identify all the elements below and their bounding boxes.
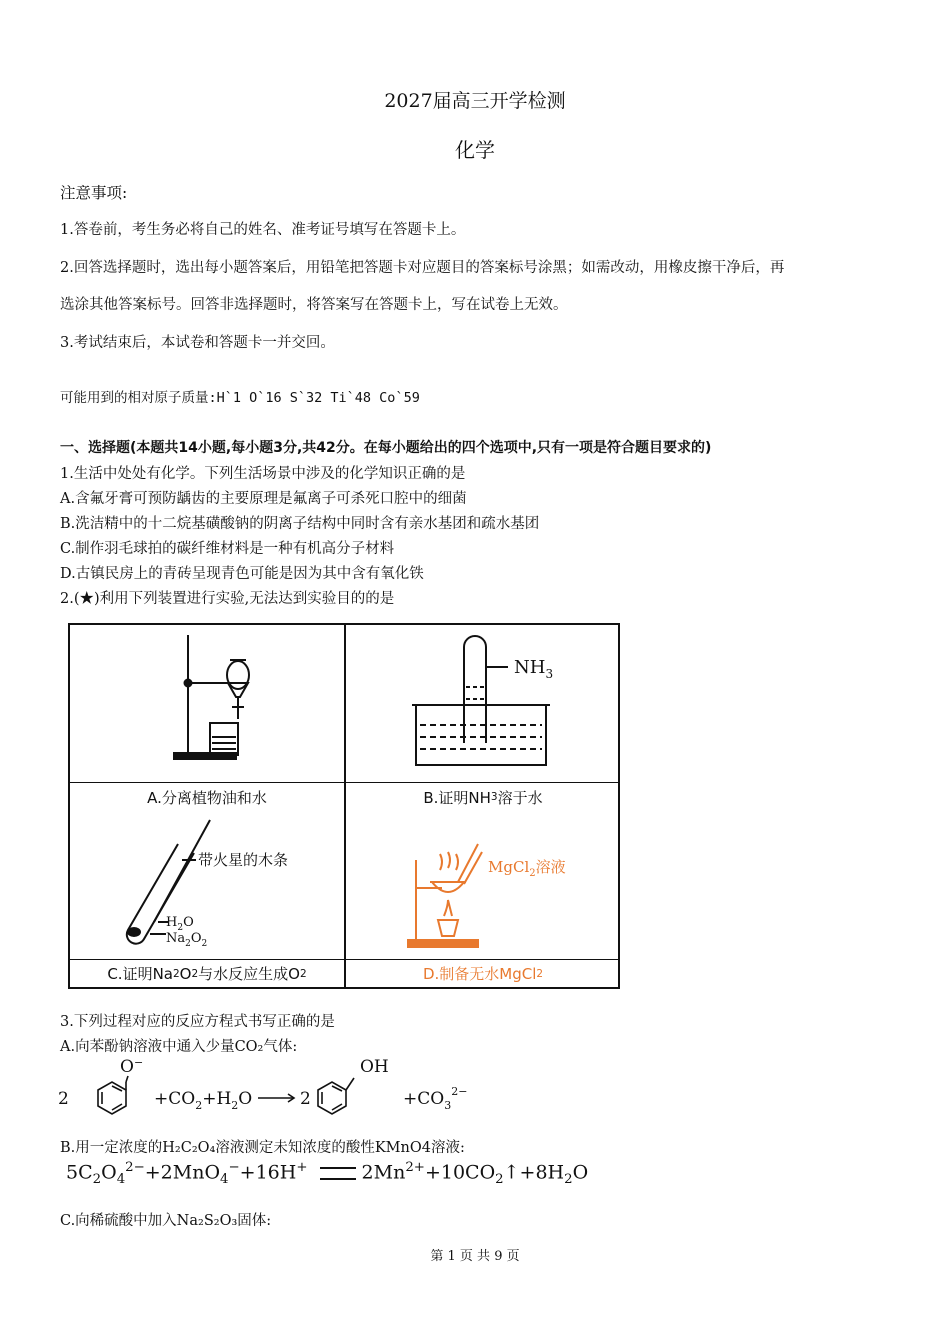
mgcl2-label-sub: 2: [529, 868, 536, 879]
eqB-t2: O: [101, 1161, 117, 1184]
equals-sign: [320, 1167, 356, 1180]
eqB-t5: 2Mn: [361, 1161, 406, 1184]
h2o-label-post: O: [183, 915, 194, 930]
q3-option-b: B.用一定浓度的H₂C₂O₄溶液测定未知浓度的酸性KMnO4溶液:: [60, 1140, 465, 1156]
caption-c-mid2: 与水反应生成O: [198, 965, 300, 983]
cell-d: [346, 812, 620, 987]
notice-item-2b: 选涂其他答案标号。回答非选择题时，将答案写在答题卡上，写在试卷上无效。: [60, 297, 568, 313]
atomic-mass-line: 可能用到的相对原子质量:H`1 O`16 S`32 Ti`48 Co`59: [60, 390, 420, 406]
q1-stem: 1.生活中处处有化学。下列生活场景中涉及的化学知识正确的是: [60, 466, 466, 482]
caption-b-sub: 3: [490, 791, 498, 803]
test-tube-stick-diagram: [70, 812, 344, 960]
svg-text:NH3: [514, 657, 553, 681]
notice-item-3: 3.考试结束后，本试卷和答题卡一并交回。: [60, 335, 335, 351]
eqB-s7: 2: [564, 1172, 573, 1188]
equation-a: [58, 1058, 498, 1134]
caption-a: A.分离植物油和水: [70, 782, 344, 811]
eqB-t1: 5C: [66, 1161, 93, 1184]
q3-option-a: A.向苯酚钠溶液中通入少量CO₂气体:: [60, 1039, 298, 1055]
na2o2-label: Na: [166, 931, 186, 946]
caption-d-sub: 2: [536, 967, 544, 980]
cell-a: [70, 625, 344, 810]
na2o2-label-sub1: 2: [185, 939, 191, 949]
q1-option-b: B.洗洁精中的十二烷基磺酸钠的阴离子结构中同时含有亲水基团和疏水基团: [60, 516, 540, 532]
eqA-co3-sub: 3: [444, 1099, 452, 1112]
eqB-s1: 2: [92, 1172, 102, 1188]
eqB-t6: +10CO: [424, 1161, 496, 1184]
caption-d: [346, 959, 620, 987]
eqA-h2o-sub: 2: [231, 1099, 239, 1112]
caption-b-pre: B.证明NH: [423, 788, 491, 807]
notice-item-2a: 2.回答选择题时，选出每小题答案后，用铅笔把答题卡对应题目的答案标号涂黑；如需改动，用橡皮擦干净后，再: [60, 260, 785, 276]
caption-c-pre: C.证明Na: [107, 965, 173, 983]
eqB-s6: 2: [495, 1172, 504, 1188]
eqA-coef1: 2: [58, 1089, 69, 1109]
nh3-label-sub: 3: [545, 667, 554, 681]
caption-d-pre: D.制备无水MgCl: [422, 965, 537, 983]
caption-c-sub3: 2: [299, 967, 307, 980]
eqB-p5: 2+: [405, 1160, 425, 1175]
eqA-oh: OH: [360, 1058, 389, 1077]
q3-stem: 3.下列过程对应的反应方程式书写正确的是: [60, 1014, 335, 1030]
caption-c-mid1: O: [179, 964, 192, 983]
notice-item-1: 1.答卷前，考生务必将自己的姓名、准考证号填写在答题卡上。: [60, 222, 466, 238]
page-footer: 第 1 页 共 9 页: [430, 1249, 520, 1264]
exam-title: 2027届高三开学检测: [384, 90, 566, 112]
svg-text:+CO32−: [403, 1085, 467, 1112]
nh3-tube-diagram: [346, 625, 620, 780]
apparatus-grid: [68, 623, 620, 989]
eqA-plus-h2o: +H: [202, 1089, 232, 1109]
subject-title: 化学: [455, 138, 495, 162]
h2o-label: H: [166, 915, 178, 930]
caption-c: [70, 959, 344, 987]
mgcl2-label: MgCl: [488, 858, 530, 876]
caption-b-post: 溶于水: [497, 788, 543, 807]
na2o2-label-sub2: 2: [201, 939, 208, 949]
eqA-co2-sub: 2: [195, 1099, 203, 1112]
svg-text:MgCl2溶液: [488, 858, 566, 879]
eqB-p3: −: [228, 1160, 240, 1175]
notice-heading: 注意事项:: [60, 184, 128, 202]
na2o2-label-mid: O: [190, 931, 202, 946]
section1-heading: 一、选择题(本题共14小题,每小题3分,共42分。在每小题给出的四个选项中,只有一项是符合题目要求的): [60, 440, 712, 456]
caption-b: [346, 782, 620, 811]
caption-c-sub2: 2: [191, 967, 199, 980]
eqA-plus-co3: +CO: [403, 1089, 445, 1109]
separatory-funnel-diagram: [70, 625, 344, 780]
eqB-t3: +2MnO: [144, 1161, 221, 1184]
equation-a-svg: [58, 1058, 498, 1134]
equation-b: [66, 1160, 589, 1200]
q1-option-c: C.制作羽毛球拍的碳纤维材料是一种有机高分子材料: [60, 541, 395, 557]
eqB-p2: 2−: [125, 1160, 145, 1175]
q2-stem: 2.(★)利用下列装置进行实验,无法达到实验目的的是: [60, 591, 395, 607]
eqA-h2o-post: O: [238, 1089, 253, 1109]
eqB-t4: +16H: [239, 1161, 297, 1184]
q1-option-d: D.古镇民房上的青砖呈现青色可能是因为其中含有氧化铁: [60, 566, 424, 582]
eqB-t7: ↑+8H: [503, 1161, 565, 1184]
evaporation-dish-diagram: [346, 812, 620, 960]
nh3-label: NH: [514, 657, 546, 678]
stick-label: 带火星的木条: [198, 851, 289, 869]
cell-b: [346, 625, 620, 810]
caption-c-sub1: 2: [172, 967, 180, 980]
eqA-coef2: 2: [300, 1089, 311, 1109]
svg-text:O−: [120, 1058, 143, 1077]
eqA-ominus-sup: −: [133, 1058, 144, 1069]
mgcl2-label-post: 溶液: [535, 858, 566, 876]
svg-text:Na2O2: [166, 931, 207, 949]
eqB-p4: +: [296, 1160, 308, 1175]
h2o-label-sub: 2: [177, 923, 184, 933]
eqA-co3-sup: 2−: [451, 1085, 468, 1098]
eqA-ominus: O: [120, 1058, 134, 1077]
q3-option-c: C.向稀硫酸中加入Na₂S₂O₃固体:: [60, 1213, 272, 1229]
cell-c: [70, 812, 344, 987]
eqB-s2: 4: [116, 1172, 126, 1188]
eqB-t8: O: [572, 1161, 589, 1184]
eqA-plus-co2: +CO: [154, 1089, 196, 1109]
q1-option-a: A.含氟牙膏可预防龋齿的主要原理是氟离子可杀死口腔中的细菌: [60, 491, 467, 507]
eqB-s3: 4: [220, 1172, 229, 1188]
svg-text:+CO2+H2O: [154, 1089, 252, 1112]
